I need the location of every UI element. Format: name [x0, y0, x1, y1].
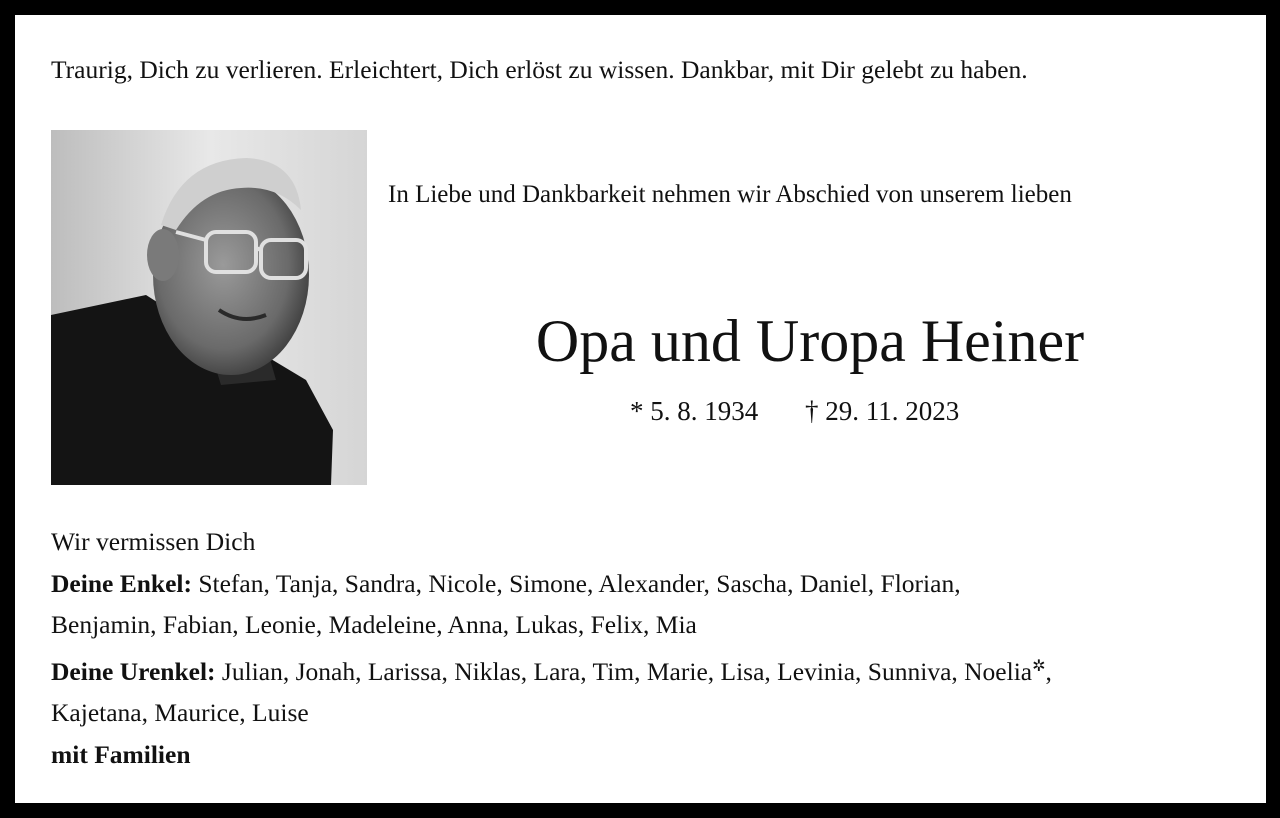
grandchildren-label: Deine Enkel:: [51, 568, 192, 598]
motto-text: Traurig, Dich zu verlieren. Erleichtert, Dich erlöst zu wissen. Dankbar, mit Dir gelebt zu haben.: [51, 55, 1028, 84]
grandchildren-line-1: [51, 563, 1261, 605]
mourners-intro: Wir vermissen Dich: [51, 527, 256, 556]
grandchildren-line-2: Benjamin, Fabian, Leonie, Madeleine, Anna, Lukas, Felix, Mia: [51, 610, 697, 639]
great-grandchildren-label: Deine Urenkel:: [51, 656, 216, 686]
portrait-illustration: [51, 130, 367, 485]
closing-line: mit Familien: [51, 739, 191, 769]
great-grandchildren-comma: ,: [1045, 656, 1052, 686]
grandchildren-names-1: Stefan, Tanja, Sandra, Nicole, Simone, Alexander, Sascha, Daniel, Florian,: [198, 568, 961, 598]
portrait-photo: [51, 130, 367, 485]
star-icon: ✲: [1032, 657, 1046, 675]
birth-date: * 5. 8. 1934: [630, 396, 759, 426]
great-grandchildren-line-2: Kajetana, Maurice, Luise: [51, 698, 309, 727]
great-grandchildren-names-1: Julian, Jonah, Larissa, Niklas, Lara, Tim, Marie, Lisa, Levinia, Sunniva, Noelia: [221, 656, 1033, 686]
intro-text: In Liebe und Dankbarkeit nehmen wir Abschied von unserem lieben: [388, 181, 1072, 208]
death-date: † 29. 11. 2023: [805, 396, 960, 426]
great-grandchildren-line-1: [51, 646, 1261, 693]
obituary-card: [15, 15, 1266, 803]
deceased-name: Opa und Uropa Heiner: [535, 308, 1085, 374]
life-dates: [630, 396, 959, 427]
mourners-section: [51, 521, 1261, 775]
